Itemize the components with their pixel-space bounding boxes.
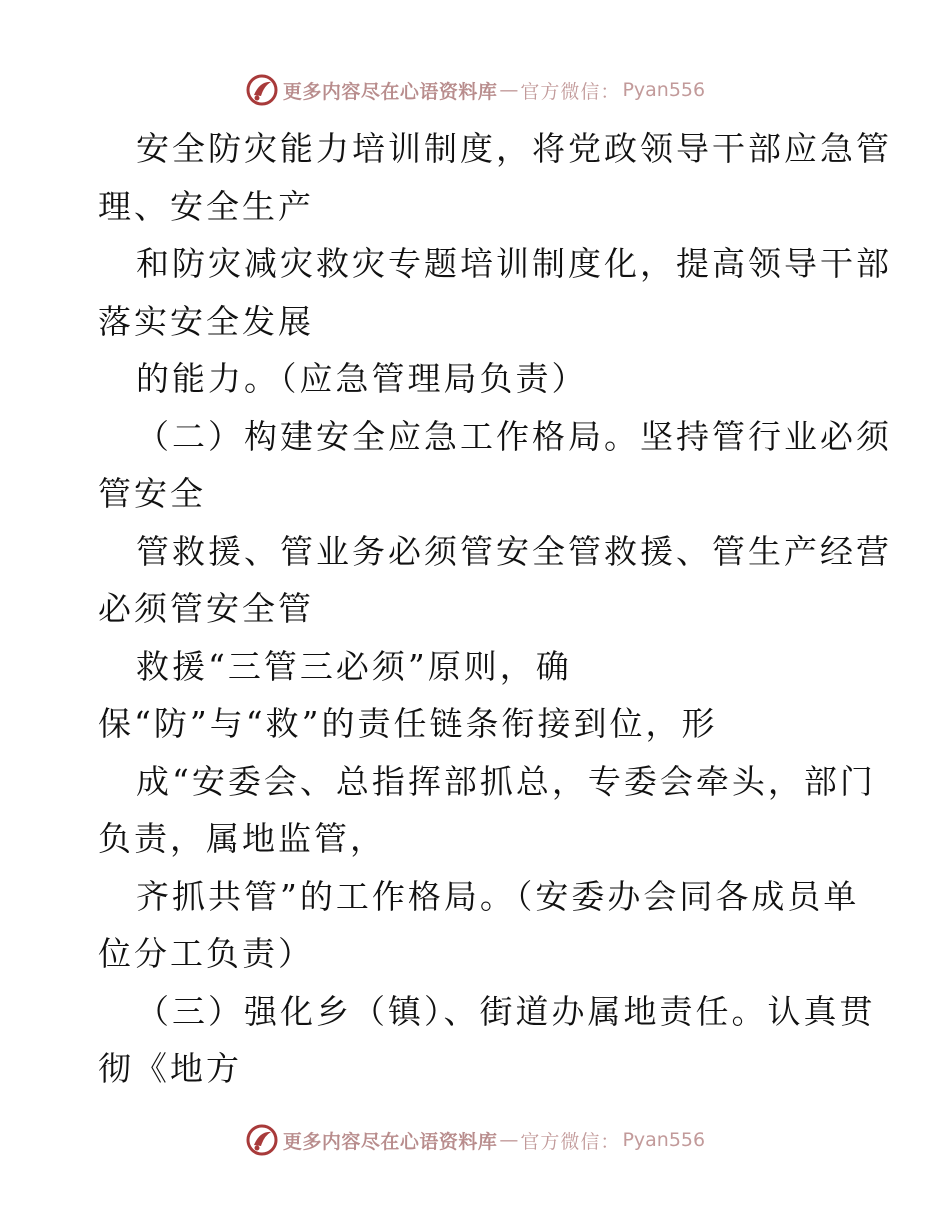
watermark-brand-text: 更多内容尽在心语资料库 bbox=[282, 80, 498, 103]
watermark-wechat-label: 官方微信： bbox=[520, 80, 621, 103]
text-line: 齐抓共管”的工作格局。（安委办会同各成员单 bbox=[136, 876, 860, 916]
watermark-wechat-id: Pyan556 bbox=[622, 1129, 706, 1151]
document-body bbox=[98, 120, 892, 1098]
text-line: 必须管安全管 bbox=[98, 589, 314, 628]
text-line: 落实安全发展 bbox=[98, 301, 314, 341]
text-line: 保“防”与“救”的责任链条衔接到位，形 bbox=[98, 704, 718, 743]
header-watermark bbox=[0, 70, 950, 110]
section-heading-line: （三）强化乡（镇）、街道办属地责任。认真贯 bbox=[136, 991, 876, 1031]
text-line: 位分工负责） bbox=[98, 934, 314, 973]
watermark-wechat-label: 官方微信： bbox=[520, 1130, 621, 1153]
text-line: 管安全 bbox=[98, 474, 206, 513]
watermark-separator: — bbox=[499, 79, 519, 101]
ink-brush-seal-icon bbox=[245, 1123, 279, 1157]
text-line: 救援“三管三必须”原则，确 bbox=[136, 646, 572, 686]
text-line: 管救援、管业务必须管安全管救援、管生产经营 bbox=[136, 531, 892, 571]
section-heading-line: （二）构建安全应急工作格局。坚持管行业必须 bbox=[136, 416, 892, 456]
text-line: 的能力。（应急管理局负责） bbox=[136, 359, 588, 398]
text-line: 和防灾减灾救灾专题培训制度化，提高领导干部 bbox=[136, 244, 892, 283]
footer-watermark bbox=[0, 1120, 950, 1160]
text-line: 彻《地方 bbox=[98, 1049, 242, 1088]
text-line: 负责，属地监管， bbox=[98, 819, 386, 858]
text-line: 成“安委会、总指挥部抓总，专委会牵头，部门 bbox=[136, 761, 876, 801]
watermark-separator: — bbox=[499, 1129, 519, 1151]
watermark-wechat-id: Pyan556 bbox=[622, 79, 706, 101]
text-line: 理、安全生产 bbox=[98, 186, 314, 226]
ink-brush-seal-icon bbox=[245, 73, 279, 107]
text-line: 安全防灾能力培训制度，将党政领导干部应急管 bbox=[136, 129, 892, 168]
watermark-brand-text: 更多内容尽在心语资料库 bbox=[282, 1130, 498, 1153]
